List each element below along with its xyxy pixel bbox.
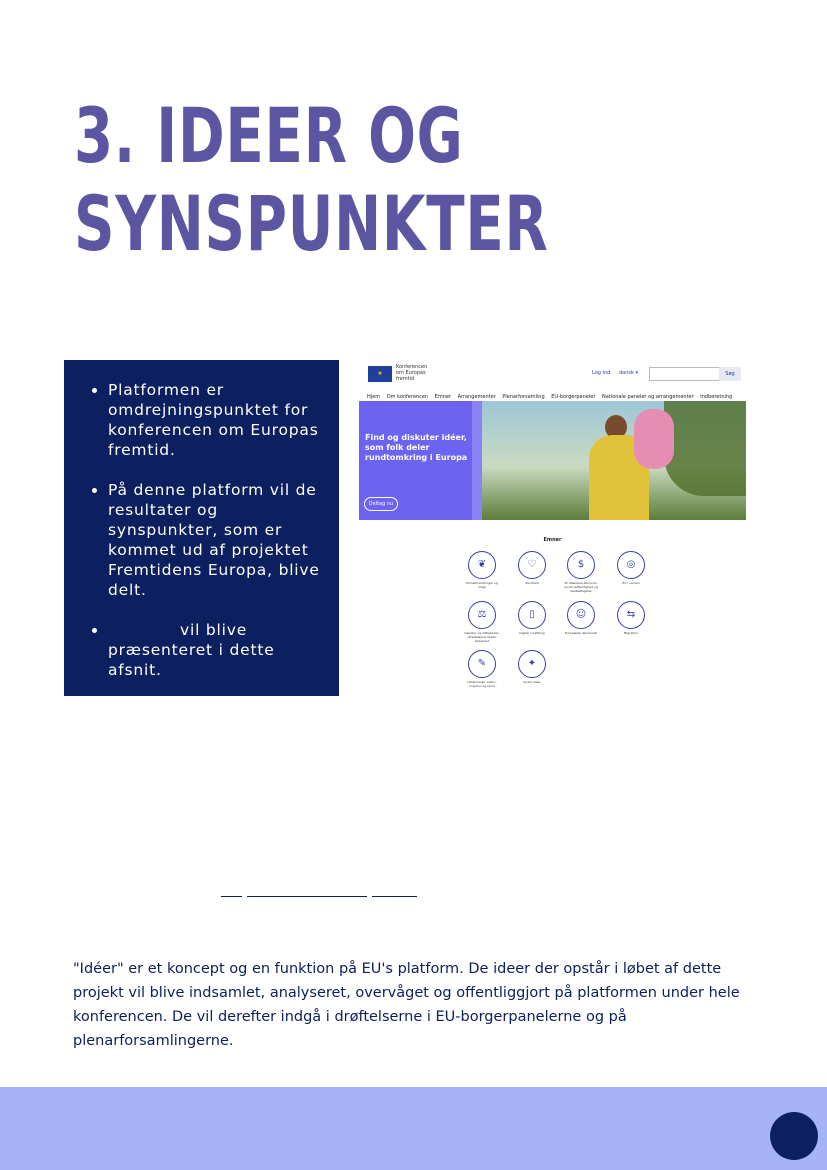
topic-economy[interactable]: [561, 551, 601, 593]
signpost-icon: ⇆: [617, 601, 645, 629]
topic-eu-world[interactable]: [611, 551, 651, 585]
bullet-item-2: • På denne platform vil de resultater og synspunkter, som er kommet ud af projektet Fremtidens Europa, blive delt.: [108, 480, 325, 600]
books-icon: ✎: [468, 650, 496, 678]
hero-title: Find og diskuter idéer, som folk deler rundtomkring i Europa: [365, 433, 468, 462]
topic-migration[interactable]: [611, 601, 651, 635]
title-line-1: 3. IDEER OG: [74, 91, 464, 180]
globe-icon: ◎: [617, 551, 645, 579]
hero-child: [634, 409, 674, 469]
circle-button[interactable]: [770, 1112, 818, 1160]
join-button[interactable]: Deltag nu: [364, 497, 398, 511]
topic-other[interactable]: [512, 650, 552, 684]
people-icon: ☺: [567, 601, 595, 629]
language-label: dansk: [619, 370, 634, 376]
footer-band: [0, 1087, 827, 1170]
topic-health[interactable]: [512, 551, 552, 585]
nav-item-om-konferencen[interactable]: Om konferencen: [386, 394, 429, 400]
sprout-icon: ❦: [468, 551, 496, 579]
hero-tree: [664, 401, 746, 496]
topics-title: Emner: [543, 537, 562, 543]
hero-strip: [472, 401, 482, 520]
platform-logo-text: Konferencen om Europas fremtid: [396, 364, 428, 382]
money-icon: $: [567, 551, 595, 579]
nav-item-nationale-paneler[interactable]: Nationale paneler og arrangementer: [601, 394, 694, 400]
eu-flag-icon: ★: [368, 366, 392, 382]
link-underline-2[interactable]: [247, 896, 367, 898]
topic-label: EU i verden: [622, 581, 640, 585]
page-title: [74, 91, 549, 268]
link-underline-1[interactable]: [221, 896, 242, 898]
search-input[interactable]: [649, 367, 721, 381]
carousel-dots-icon[interactable]: ●●●●●: [581, 550, 608, 556]
bullet-item-3-text: vil blive præsenteret i dette afsnit.: [108, 621, 275, 679]
topic-label: Europæisk demokrati: [564, 631, 598, 635]
bullet-item-3: [108, 620, 325, 680]
link-underline-3[interactable]: [372, 896, 417, 898]
nav-item-eu-borgerpaneler[interactable]: EU-borgerpaneler: [551, 394, 596, 400]
topic-climate[interactable]: [462, 551, 502, 589]
topic-label: Uddannelse, kultur, ungdom og sport: [467, 680, 497, 688]
topic-label: En stærkere økonomi, social retfærdighed og beskæftigelse: [564, 581, 598, 593]
nav-item-indberetning[interactable]: Indberetning: [700, 394, 733, 400]
bullet-item-1: • Platformen er omdrejningspunktet for konferencen om Europas fremtid.: [108, 380, 325, 460]
hero-panel: [359, 401, 472, 520]
topic-label: Andre idéer: [523, 680, 541, 684]
topic-digital[interactable]: [512, 601, 552, 635]
nav-item-plenarforsamling[interactable]: Plenarforsamling: [502, 394, 545, 400]
topic-label: Sundhed: [525, 581, 539, 585]
login-link[interactable]: Log ind: [592, 370, 611, 376]
tablet-icon: ▯: [518, 601, 546, 629]
topic-label: Migration: [623, 631, 639, 635]
search-button[interactable]: Søg: [719, 367, 741, 381]
topic-education[interactable]: [462, 650, 502, 688]
scales-icon: ⚖: [468, 601, 496, 629]
bulb-icon: ✦: [518, 650, 546, 678]
topic-label: Værdier og rettigheder, retsstatsprincippet, sikkerhed: [464, 631, 500, 643]
nav-item-arrangementer[interactable]: Arrangementer: [457, 394, 496, 400]
platform-nav: [367, 394, 737, 400]
bullet-box: [64, 360, 339, 696]
title-line-2: SYNSPUNKTER: [74, 179, 549, 268]
platform-header: [359, 360, 746, 400]
topic-values[interactable]: [462, 601, 502, 643]
topic-label: Klimaforandringer og miljø: [466, 581, 498, 589]
heart-icon: ♡: [518, 551, 546, 579]
nav-item-hjem[interactable]: Hjem: [367, 394, 381, 400]
language-select[interactable]: dansk ▾: [619, 370, 639, 376]
topic-label: Digital omstilling: [519, 631, 545, 635]
topic-democracy[interactable]: [561, 601, 601, 635]
platform-screenshot: [359, 360, 746, 698]
body-paragraph: "Idéer" er et koncept og en funktion på EU's platform. De ideer der opstår i løbet af dette projekt vil blive indsamlet, analyseret, overvåget og offentliggjort på platformen under hele konferencen. De vil derefter indgå i drøftelserne i EU-borgerpanelerne og på plenarforsamlingerne.: [73, 961, 740, 1049]
nav-item-emner[interactable]: Emner: [434, 394, 452, 400]
bullet-list: [64, 360, 339, 680]
